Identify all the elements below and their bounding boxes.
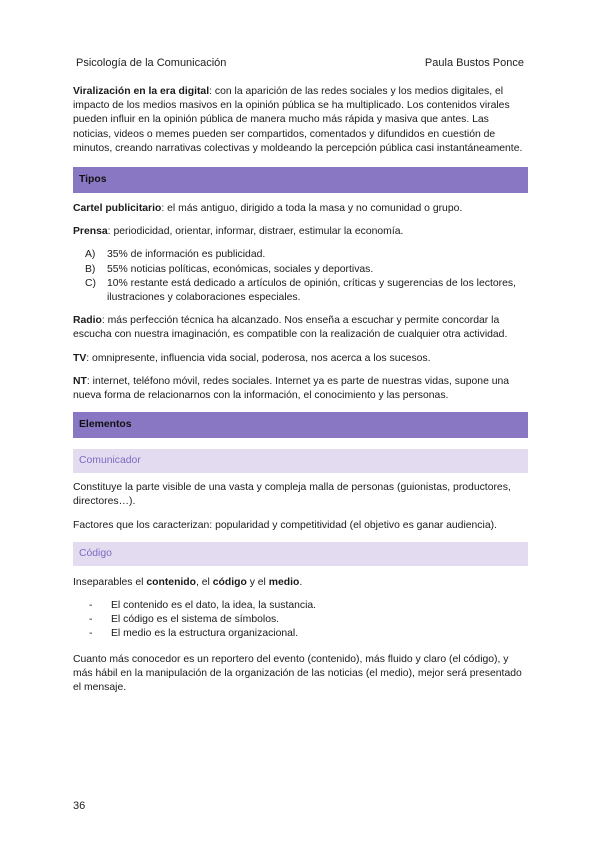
list-item: - El código es el sistema de símbolos. — [89, 614, 280, 626]
radio-paragraph: Radio: más perfección técnica ha alcanzado. Nos enseña a escuchar y permite concordar la escucha con nuestra imaginación, es compatible con la realización de cualquier otra actividad. — [73, 315, 508, 341]
intro-term: Viralización en la era digital — [73, 86, 210, 97]
list-item: C) 10% restante está dedicado a artículos de opinión, críticas y sugerencias de los lectores, ilustraciones y colaboraciones especiales. — [85, 277, 516, 304]
list-item: - El medio es la estructura organizacional. — [89, 628, 299, 640]
list-item: A) 35% de información es publicidad. — [85, 249, 266, 261]
section-heading-tipos: Tipos — [73, 167, 528, 193]
header-course-title: Psicología de la Comunicación — [76, 57, 227, 69]
prensa-list — [73, 248, 528, 305]
running-header — [76, 57, 524, 69]
cartel-paragraph: Cartel publicitario: el más antiguo, dirigido a toda la masa y no comunidad o grupo. — [73, 203, 463, 215]
list-item: B) 55% noticias políticas, económicas, sociales y deportivas. — [85, 263, 374, 275]
page-number: 36 — [73, 800, 86, 812]
prensa-paragraph: Prensa: periodicidad, orientar, informar, distraer, estimular la economía. — [73, 226, 404, 238]
codigo-list — [73, 599, 528, 642]
subsection-heading-comunicador: Comunicador — [73, 449, 528, 473]
comunicador-paragraph-2: Factores que los caracterizan: popularidad y competitividad (el objetivo es ganar audiencia). — [73, 519, 497, 531]
section-heading-elementos: Elementos — [73, 412, 528, 438]
tv-paragraph: TV: omnipresente, influencia vida social, poderosa, nos acerca a los sucesos. — [73, 352, 431, 364]
subsection-heading-codigo: Código — [73, 542, 528, 566]
list-item: - El contenido es el dato, la idea, la sustancia. — [89, 600, 317, 612]
page-content — [73, 85, 528, 695]
codigo-closing-paragraph: Cuanto más conocedor es un reportero del evento (contenido), más fluido y claro (el código), y más hábil en la manipulación de la organización de las noticias (el medio), mejor será presentado el mensaje. — [73, 653, 522, 694]
codigo-intro: Inseparables el contenido, el código y el medio. — [73, 576, 303, 588]
intro-paragraph: Viralización en la era digital: con la aparición de las redes sociales y los medios digitales, el impacto de los medios masivos en la opinión pública se ha multiplicado. Los contenidos virales pueden influir en la opinión pública de manera mucho más rápida y masiva que antes. Las noticias, videos o memes pueden ser compartidos, comentados y difundidos en cuestión de minutos, creando narrativas colectivas y moldeando la percepción pública casi instantáneamente. — [73, 86, 523, 154]
comunicador-paragraph-1: Constituye la parte visible de una vasta y compleja malla de personas (guionistas, productores, directores…). — [73, 482, 511, 508]
nt-paragraph: NT: internet, teléfono móvil, redes sociales. Internet ya es parte de nuestras vidas, supone una nueva forma de relacionarnos con la información, el conocimiento y las personas. — [73, 375, 510, 402]
header-author: Paula Bustos Ponce — [424, 57, 524, 69]
